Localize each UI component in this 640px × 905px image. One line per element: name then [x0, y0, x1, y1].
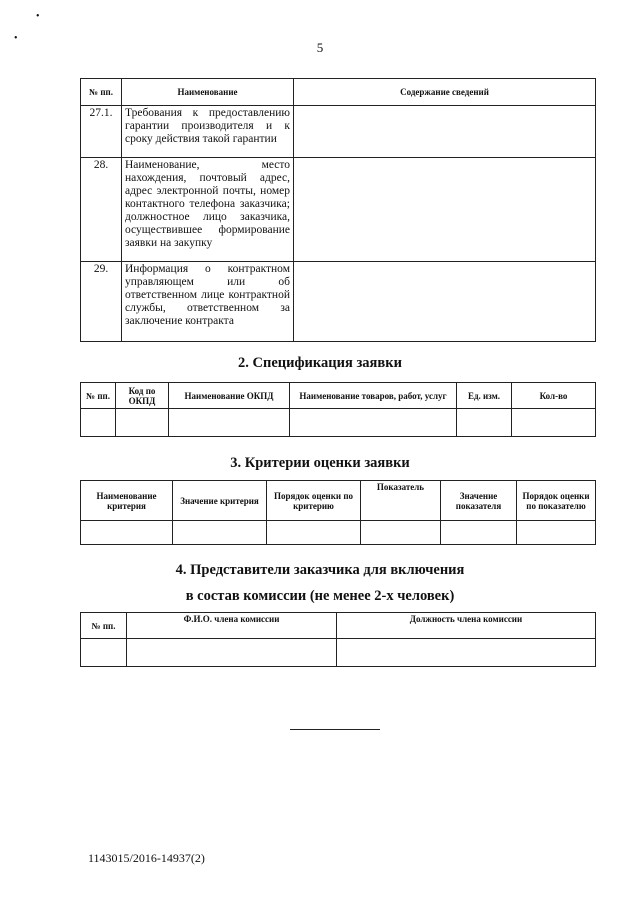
col-header: Ед. изм. — [457, 383, 512, 409]
specification-table — [80, 382, 596, 437]
row-name: Наименование, место нахождения, почтовый адрес, адрес электронной почты, номер контактного телефона заказчика; должностное лицо заказчика, осуществившее формирование заявки на закупку — [122, 158, 294, 262]
empty-cell — [116, 409, 169, 437]
table-row — [81, 521, 596, 545]
empty-cell — [512, 409, 596, 437]
col-header: Должность члена комиссии — [337, 613, 596, 639]
section-title-commission: 4. Представители заказчика для включения — [175, 562, 465, 578]
empty-cell — [81, 521, 173, 545]
row-content — [294, 106, 596, 158]
empty-cell — [81, 639, 127, 667]
criteria-table — [80, 480, 596, 545]
row-name: Информация о контрактном управляющем или об ответственном лице контрактной службы, ответственном за заключение контракта — [122, 262, 294, 342]
row-content — [294, 158, 596, 262]
section-title-specification: 2. Спецификация заявки — [238, 355, 402, 371]
table-header-row — [81, 79, 596, 106]
row-content — [294, 262, 596, 342]
col-header: Значение критерия — [173, 481, 267, 521]
empty-cell — [290, 409, 457, 437]
empty-cell — [81, 409, 116, 437]
col-header: Наименование товаров, работ, услуг — [290, 383, 457, 409]
empty-cell — [337, 639, 596, 667]
empty-cell — [517, 521, 596, 545]
col-header: Наименование ОКПД — [169, 383, 290, 409]
empty-cell — [441, 521, 517, 545]
table-header-row — [81, 613, 596, 639]
empty-cell — [361, 521, 441, 545]
col-header: Порядок оценки по показателю — [517, 481, 596, 521]
commission-table — [80, 612, 596, 667]
col-header: № пп. — [81, 383, 116, 409]
document-code: 1143015/2016-14937(2) — [88, 851, 205, 865]
empty-cell — [173, 521, 267, 545]
row-name: Требования к предоставлению гарантии производителя и к сроку действия такой гарантии — [122, 106, 294, 158]
col-header: Наименование критерия — [81, 481, 173, 521]
col-header: № пп. — [81, 613, 127, 639]
col-header: Показатель — [361, 481, 441, 521]
col-header-num: № пп. — [81, 79, 122, 106]
empty-cell — [267, 521, 361, 545]
section-subtitle-commission: в состав комиссии (не менее 2-х человек) — [185, 588, 455, 604]
table-header-row — [81, 481, 596, 521]
margin-mark: • — [14, 33, 18, 44]
col-header: Значение показателя — [441, 481, 517, 521]
page-number: 5 — [316, 40, 324, 55]
row-num: 27.1. — [81, 106, 122, 158]
row-num: 29. — [81, 262, 122, 342]
empty-cell — [127, 639, 337, 667]
col-header: Кол-во — [512, 383, 596, 409]
row-num: 28. — [81, 158, 122, 262]
info-table — [80, 78, 596, 342]
table-row — [81, 158, 596, 262]
col-header: Ф.И.О. члена комиссии — [127, 613, 337, 639]
col-header-content: Содержание сведений — [294, 79, 596, 106]
section-title-criteria: 3. Критерии оценки заявки — [230, 455, 410, 471]
col-header: Порядок оценки по критерию — [267, 481, 361, 521]
col-header: Код по ОКПД — [116, 383, 169, 409]
table-row — [81, 262, 596, 342]
col-header-name: Наименование — [122, 79, 294, 106]
table-row — [81, 409, 596, 437]
signature-line — [290, 729, 380, 730]
table-header-row — [81, 383, 596, 409]
table-row — [81, 106, 596, 158]
empty-cell — [457, 409, 512, 437]
margin-mark: • — [36, 11, 40, 22]
table-row — [81, 639, 596, 667]
empty-cell — [169, 409, 290, 437]
